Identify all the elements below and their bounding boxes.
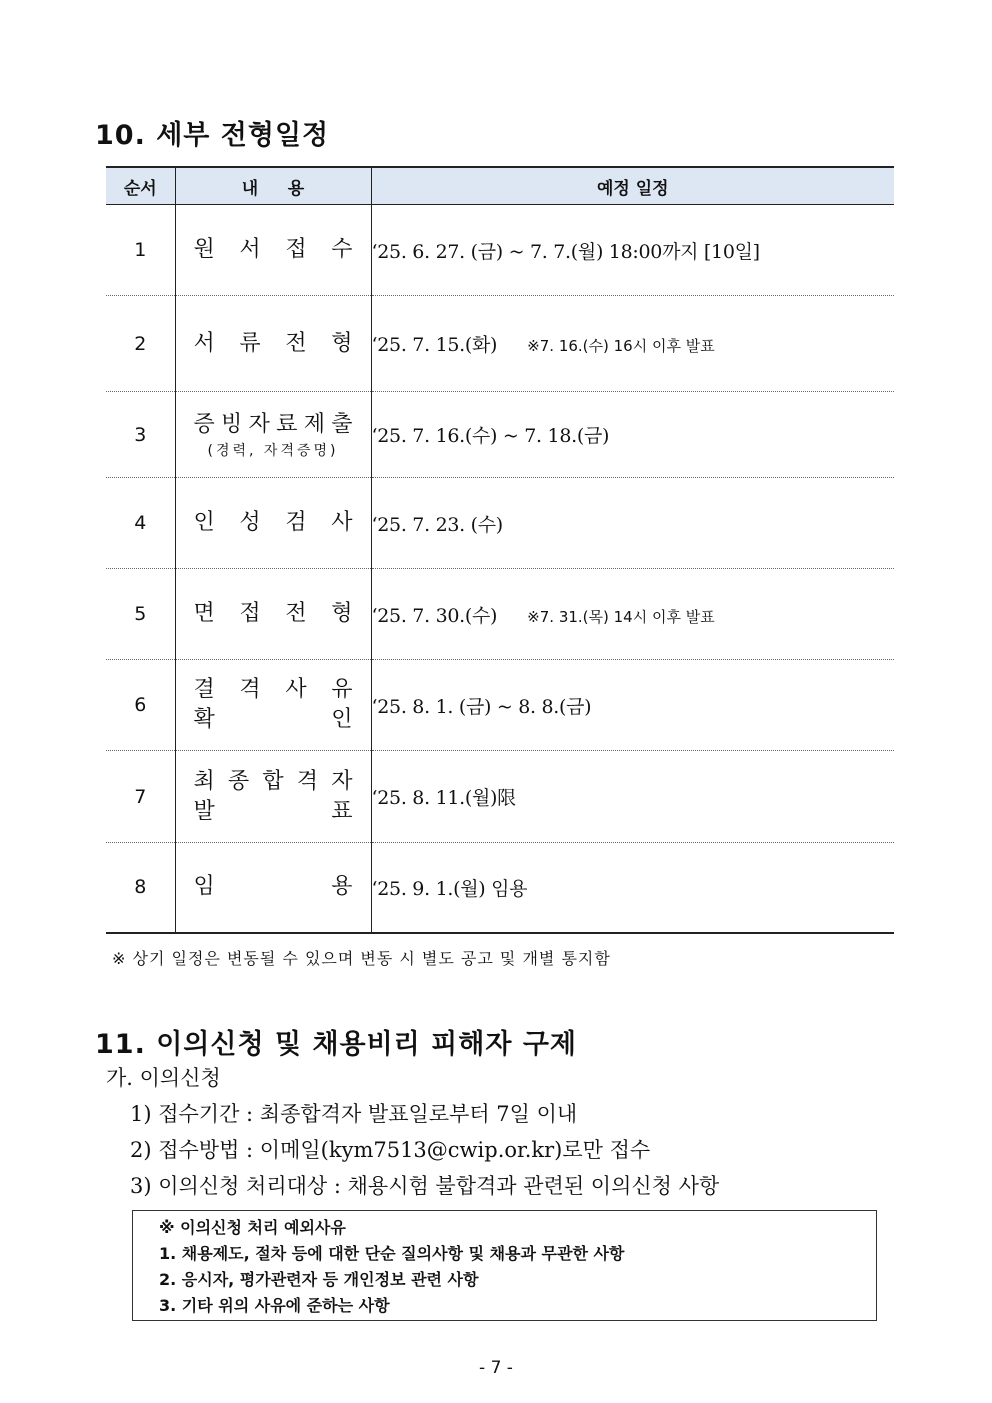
item-char: 발 [193, 798, 215, 824]
row-number: 7 [106, 751, 175, 843]
row-number: 1 [106, 205, 175, 296]
exception-line: 3. 기타 위의 사유에 준하는 사항 [159, 1296, 390, 1315]
schedule-date: ‘25. 7. 30.(수) [371, 604, 498, 627]
table-row [106, 843, 894, 933]
item-char: 접 [285, 237, 307, 262]
item-char: 형 [331, 330, 353, 356]
row-number: 6 [106, 660, 175, 751]
row-schedule [371, 392, 894, 478]
row-number: 2 [106, 296, 175, 392]
row-item [175, 660, 371, 751]
item-char: 사 [285, 677, 307, 702]
item-line [194, 235, 353, 265]
row-schedule [371, 296, 894, 392]
item-line [194, 508, 353, 538]
schedule-date: ‘25. 7. 16.(수) ~ 7. 18.(금) [371, 425, 610, 447]
schedule-date: ‘25. 7. 15.(화) [371, 334, 498, 356]
row-number: 5 [106, 569, 175, 660]
schedule-date: ‘25. 6. 27. (금) ~ 7. 7.(월) 18:00까지 [10일] [371, 240, 760, 263]
schedule-footnote: ※ 상기 일정은 변동될 수 있으며 변동 시 별도 공고 및 개별 통지함 [112, 949, 611, 968]
item-char: 용 [331, 874, 353, 900]
item-char: 검 [285, 510, 307, 535]
item-char: 류 [239, 330, 261, 356]
section-10-title: 10. 세부 전형일정 [95, 120, 330, 151]
item-line [194, 767, 353, 797]
appeal-item-target: 3) 이의신청 처리대상 : 채용시험 불합격과 관련된 이의신청 사항 [130, 1174, 720, 1198]
section-11-title: 11. 이의신청 및 채용비리 피해자 구제 [95, 1029, 577, 1060]
row-item [175, 392, 371, 478]
page-number: - 7 - [479, 1358, 513, 1378]
item-char: 서 [193, 330, 215, 356]
item-char: 종 [227, 768, 250, 794]
item-char: 서 [239, 237, 261, 262]
row-item [175, 751, 371, 843]
announcement-note: ※7. 31.(목) 14시 이후 발표 [527, 607, 715, 626]
item-char: 인 [193, 510, 215, 535]
item-line [194, 329, 353, 359]
item-char: 결 [193, 677, 215, 702]
schedule-date: ‘25. 9. 1.(월) 임용 [371, 877, 528, 900]
item-char: 수 [331, 237, 353, 262]
item-line [194, 599, 353, 629]
table-row [106, 569, 894, 660]
item-line [194, 675, 353, 705]
item-char: 형 [331, 601, 353, 626]
table-row [106, 296, 894, 392]
schedule-date: ‘25. 8. 11.(월)限 [371, 787, 516, 809]
exception-line: 1. 채용제도, 절차 등에 대한 단순 질의사항 및 채용과 무관한 사항 [159, 1244, 625, 1263]
item-char: 격 [296, 768, 319, 794]
item-line [194, 705, 353, 735]
table-row [106, 205, 894, 296]
row-number: 4 [106, 478, 175, 569]
item-char: 빙 [221, 411, 243, 437]
announcement-note: ※7. 16.(수) 16시 이후 발표 [527, 337, 715, 355]
item-char: 합 [262, 768, 284, 794]
row-schedule [371, 660, 894, 751]
row-schedule [371, 751, 894, 843]
item-char: 면 [193, 601, 215, 626]
item-line [194, 410, 353, 440]
row-item [175, 205, 371, 296]
item-char: 자 [248, 411, 270, 437]
item-char: 증 [193, 411, 215, 437]
row-item [175, 843, 371, 933]
item-char: 격 [239, 677, 261, 702]
appeal-item-method: 2) 접수방법 : 이메일(kym7513@cwip.or.kr)로만 접수 [130, 1138, 651, 1162]
item-char: 사 [331, 510, 353, 535]
table-row [106, 751, 894, 843]
item-line [194, 872, 353, 902]
row-number: 3 [106, 392, 175, 478]
row-item [175, 569, 371, 660]
header-content: 내 용 [175, 167, 371, 205]
row-item [175, 296, 371, 392]
exceptions-box [132, 1210, 877, 1321]
schedule-date: ‘25. 8. 1. (금) ~ 8. 8.(금) [371, 695, 592, 718]
item-char: 최 [193, 768, 215, 794]
item-char: 인 [331, 707, 353, 732]
item-char: 자 [331, 768, 353, 794]
header-no: 순서 [106, 167, 175, 205]
appeal-subtitle: 가. 이의신청 [106, 1066, 221, 1090]
header-schedule: 예정 일정 [371, 167, 894, 205]
item-char: 임 [193, 874, 215, 900]
item-char: 접 [239, 601, 261, 626]
item-char: 성 [239, 510, 261, 535]
row-schedule [371, 478, 894, 569]
row-schedule [371, 569, 894, 660]
item-char: 전 [285, 330, 307, 356]
table-row [106, 478, 894, 569]
appeal-item-period: 1) 접수기간 : 최종합격자 발표일로부터 7일 이내 [130, 1102, 578, 1126]
row-schedule [371, 205, 894, 296]
item-line [194, 797, 353, 827]
row-schedule [371, 843, 894, 933]
item-char: 제 [303, 411, 325, 437]
item-char: 전 [285, 601, 307, 626]
exception-line: 2. 응시자, 평가관련자 등 개인정보 관련 사항 [159, 1270, 479, 1289]
item-char: 확 [193, 707, 215, 732]
schedule-date: ‘25. 7. 23. (수) [371, 513, 503, 536]
item-char: 출 [331, 411, 353, 437]
item-char: 원 [193, 237, 215, 262]
item-char: 료 [276, 411, 298, 437]
item-subtext: (경력, 자격증명) [207, 442, 339, 459]
table-header-row [106, 167, 894, 205]
table-row [106, 660, 894, 751]
row-item [175, 478, 371, 569]
exceptions-title: ※ 이의신청 처리 예외사유 [159, 1218, 346, 1237]
item-char: 표 [331, 798, 353, 824]
item-char: 유 [331, 677, 353, 702]
table-row [106, 392, 894, 478]
row-number: 8 [106, 843, 175, 933]
schedule-table [106, 166, 894, 934]
